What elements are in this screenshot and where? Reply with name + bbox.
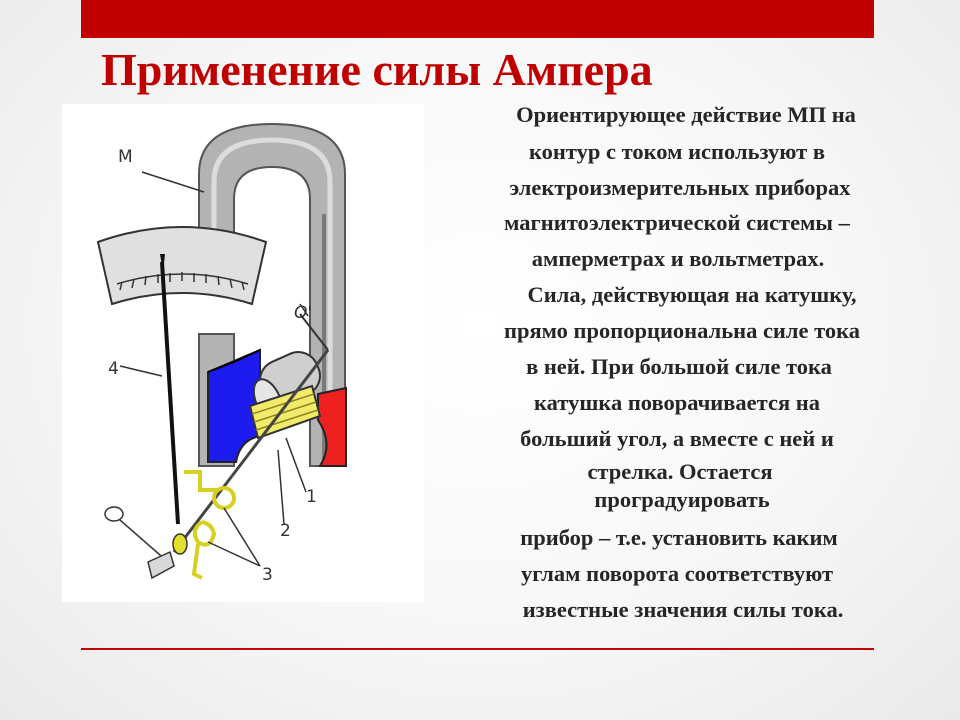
label-springs: 3 (262, 565, 273, 585)
top-accent-bar (81, 0, 874, 38)
label-axis-top: O' (294, 303, 313, 323)
text-line: катушка поворачивается на (534, 390, 820, 415)
dial-scale (98, 227, 266, 304)
text-line: Сила, действующая на катушку, (527, 282, 857, 307)
label-core: 2 (280, 521, 291, 541)
text-line: Ориентирующее действие МП на (516, 102, 856, 127)
text-line: проградуировать (594, 487, 770, 512)
bottom-rule (81, 648, 874, 650)
label-pointer: 4 (108, 359, 119, 379)
text-line: электроизмерительных приборах (509, 175, 851, 200)
ammeter-diagram (62, 104, 424, 602)
spiral-springs (184, 472, 234, 578)
text-line: контур с током используют в (528, 139, 826, 164)
pointer-needle (160, 254, 187, 554)
text-line: углам поворота соответствуют (520, 561, 834, 586)
text-line: магнитоэлектрической системы – (504, 210, 850, 235)
axis-pivot (105, 507, 174, 578)
text-line: прибор – т.е. установить каким (520, 525, 838, 550)
text-line: в ней. При большой силе тока (526, 354, 832, 379)
label-magnet: M (118, 147, 133, 167)
text-line: известные значения силы тока. (522, 597, 844, 622)
text-line: стрелка. Остается (587, 459, 773, 484)
slide-title: Применение силы Ампера (101, 44, 653, 95)
text-line: амперметрах и вольтметрах. (531, 246, 825, 271)
text-line: больший угол, а вместе с ней и (520, 426, 834, 451)
label-coil: 1 (306, 487, 317, 507)
text-line: прямо пропорциональна силе тока (503, 318, 861, 343)
